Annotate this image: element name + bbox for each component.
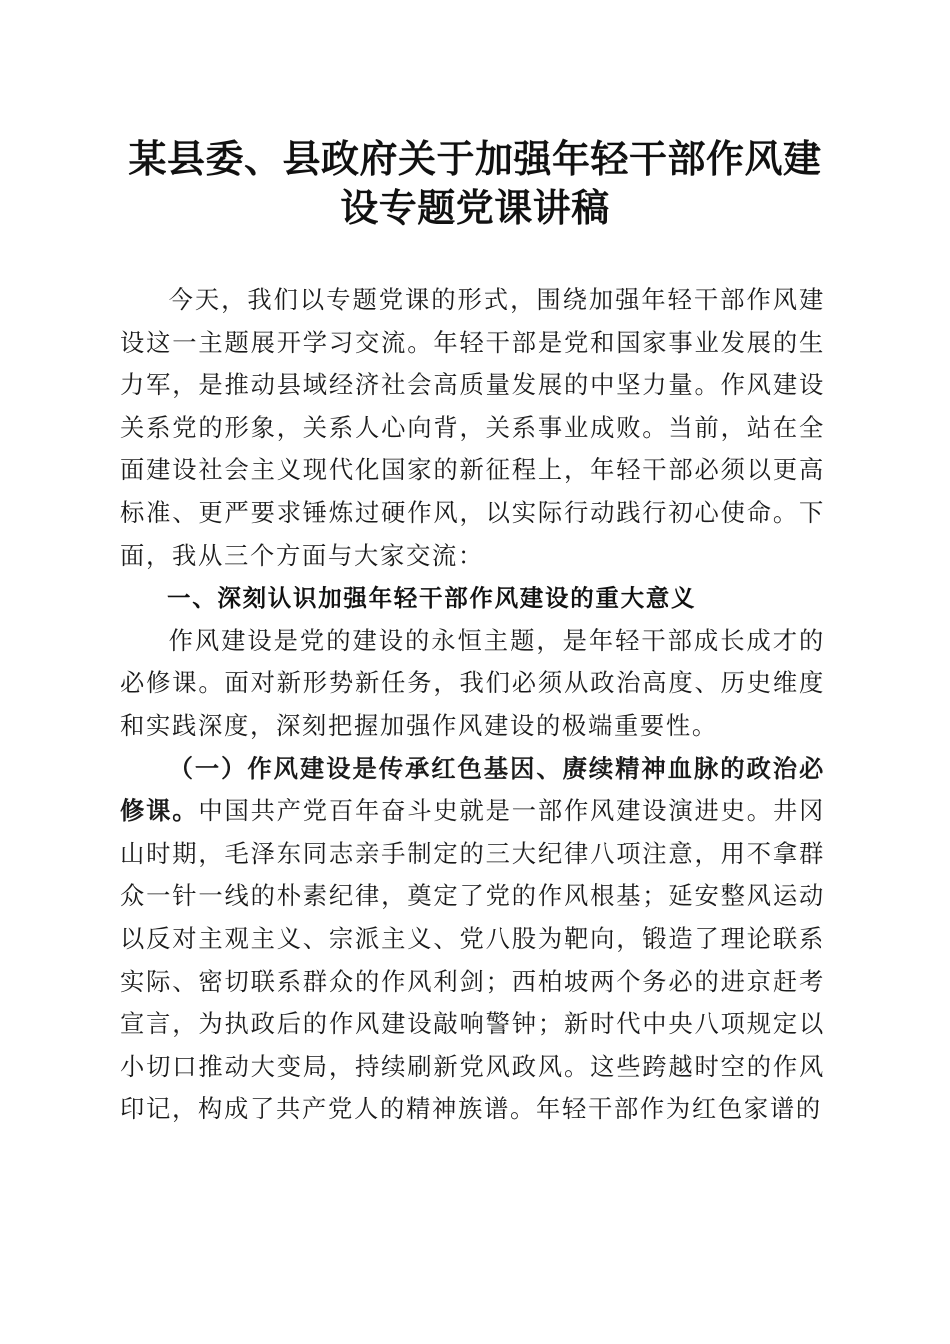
intro-paragraph: 今天，我们以专题党课的形式，围绕加强年轻干部作风建设这一主题展开学习交流。年轻干部是党和国家事业发展的生力军，是推动县域经济社会高质量发展的中坚力量。作风建设关系党的形象，关系人心向背，关系事业成败。当前，站在全面建设社会主义现代化国家的新征程上，年轻干部必须以更高标准、更严要求锤炼过硬作风，以实际行动践行初心使命。下面，我从三个方面与大家交流：	[120, 285, 825, 570]
point-1-paragraph	[120, 748, 825, 1131]
point-1-body: 中国共产党百年奋斗史就是一部作风建设演进史。井冈山时期，毛泽东同志亲手制定的三大纪律八项注意，用不拿群众一针一线的朴素纪律，奠定了党的作风根基；延安整风运动以反对主观主义、宗派主义、党八股为靶向，锻造了理论联系实际、密切联系群众的作风利剑；西柏坡两个务必的进京赶考宣言，为执政后的作风建设敲响警钟；新时代中央八项规定以小切口推动大变局，持续刷新党风政风。这些跨越时空的作风印记，构成了共产党人的精神族谱。年轻干部作为红色家谱的	[120, 796, 825, 1124]
document-title: 某县委、县政府关于加强年轻干部作风建设专题党课讲稿	[128, 136, 822, 230]
point-1-heading: （一）作风建设是传承红色基因、赓续精神血脉的政治必修课。	[120, 753, 825, 826]
section-1-heading: 一、深刻认识加强年轻干部作风建设的重大意义	[167, 584, 697, 613]
document-body	[120, 279, 825, 1131]
section-1-intro-paragraph: 作风建设是党的建设的永恒主题，是年轻干部成长成才的必修课。面对新形势新任务，我们必须从政治高度、历史维度和实践深度，深刻把握加强作风建设的极端重要性。	[120, 625, 825, 740]
